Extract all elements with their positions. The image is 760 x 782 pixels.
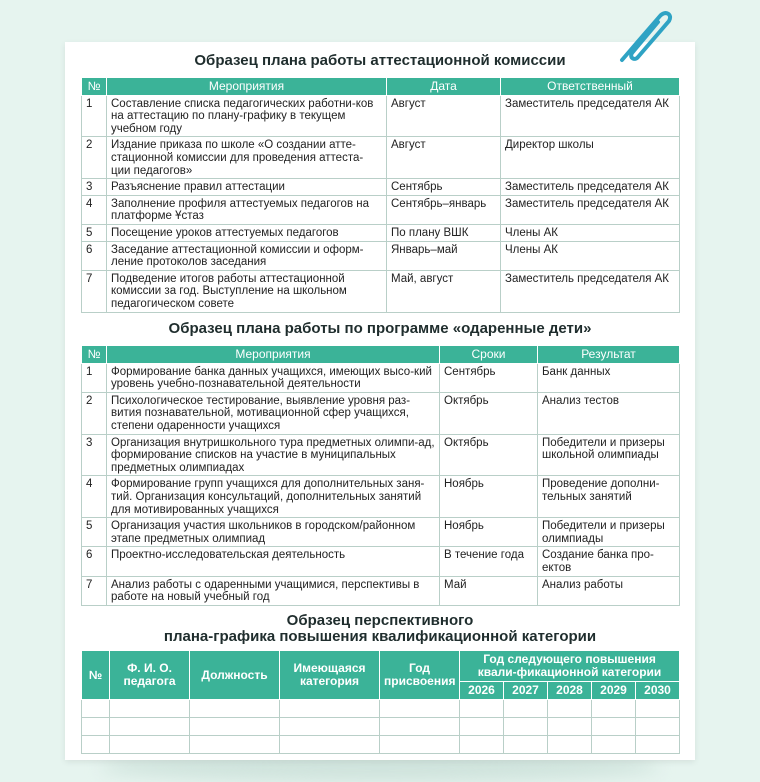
- empty-row: [82, 736, 680, 754]
- empty-cell: [380, 700, 460, 718]
- cell-date: Октябрь: [440, 392, 538, 434]
- col-header-number: №: [82, 651, 110, 700]
- cell-number: 4: [82, 195, 107, 224]
- cell-activity: Организация участия школьников в городском/районном этапе предметных олимпиад: [107, 518, 440, 547]
- cell-number: 5: [82, 224, 107, 241]
- col-header-teacher-name: Ф. И. О. педагога: [110, 651, 190, 700]
- cell-number: 5: [82, 518, 107, 547]
- empty-cell: [82, 700, 110, 718]
- empty-cell: [380, 718, 460, 736]
- gifted-plan-row: [82, 392, 680, 434]
- col-header-year: 2028: [548, 682, 592, 700]
- col-header-result: Результат: [538, 346, 680, 364]
- section3-title-line1: Образец перспективного: [286, 612, 474, 629]
- attestation-plan-row: [82, 195, 680, 224]
- table-header-row: [82, 78, 680, 96]
- gifted-plan-row: [82, 363, 680, 392]
- cell-number: 6: [82, 547, 107, 576]
- cell-activity: Проектно-исследовательская деятельность: [107, 547, 440, 576]
- empty-cell: [504, 700, 548, 718]
- cell-activity: Заполнение профиля аттестуемых педагогов на платформе Ұстаз: [107, 195, 387, 224]
- cell-result: Члены АК: [501, 224, 680, 241]
- empty-cell: [592, 736, 636, 754]
- col-header-number: №: [82, 78, 107, 96]
- section1-title: Образец плана работы аттестационной комиссии: [194, 52, 566, 69]
- gifted-plan-row: [82, 434, 680, 476]
- empty-cell: [460, 736, 504, 754]
- cell-activity: Анализ работы с одаренными учащимися, перспективы в работе на новый учебный год: [107, 576, 440, 605]
- col-header-current-category: Имеющаяся категория: [280, 651, 380, 700]
- attestation-plan-row: [82, 95, 680, 137]
- table-header-row: [82, 346, 680, 364]
- empty-cell: [504, 736, 548, 754]
- gifted-children-plan-table: [81, 345, 680, 606]
- cell-result: Банк данных: [538, 363, 680, 392]
- empty-cell: [110, 700, 190, 718]
- cell-result: Заместитель председателя АК: [501, 95, 680, 137]
- col-header-activities: Мероприятия: [107, 78, 387, 96]
- cell-number: 6: [82, 241, 107, 270]
- attestation-plan-row: [82, 224, 680, 241]
- empty-cell: [548, 718, 592, 736]
- cell-result: Заместитель председателя АК: [501, 179, 680, 196]
- cell-activity: Формирование банка данных учащихся, имеющих высо-кий уровень учебно-познавательной деятельности: [107, 363, 440, 392]
- section2-title: Образец плана работы по программе «одаренные дети»: [168, 320, 592, 337]
- cell-date: Сентябрь: [440, 363, 538, 392]
- empty-cell: [190, 700, 280, 718]
- section3-title-line2: плана-графика повышения квалификационной категории: [163, 628, 597, 645]
- empty-cell: [110, 718, 190, 736]
- cell-number: 3: [82, 179, 107, 196]
- empty-row: [82, 700, 680, 718]
- empty-cell: [460, 700, 504, 718]
- document-page: [65, 42, 695, 760]
- col-header-year: 2027: [504, 682, 548, 700]
- cell-number: 3: [82, 434, 107, 476]
- cell-result: Создание банка про-ектов: [538, 547, 680, 576]
- cell-date: Май, август: [387, 270, 501, 312]
- attestation-plan-table: [81, 77, 680, 313]
- col-header-terms: Сроки: [440, 346, 538, 364]
- empty-cell: [190, 718, 280, 736]
- col-header-assignment-year: Год присвоения: [380, 651, 460, 700]
- empty-cell: [504, 718, 548, 736]
- gifted-plan-row: [82, 476, 680, 518]
- cell-activity: Формирование групп учащихся для дополнительных заня-тий. Организация консультаций, дополнительных занятий для мотивированных учащихся: [107, 476, 440, 518]
- cell-date: В течение года: [440, 547, 538, 576]
- empty-cell: [636, 736, 680, 754]
- empty-cell: [280, 700, 380, 718]
- cell-result: Победители и призеры школьной олимпиады: [538, 434, 680, 476]
- gifted-plan-row: [82, 547, 680, 576]
- qualification-schedule-table: [81, 650, 680, 754]
- empty-cell: [82, 718, 110, 736]
- cell-number: 1: [82, 363, 107, 392]
- empty-cell: [460, 718, 504, 736]
- cell-number: 2: [82, 137, 107, 179]
- cell-date: Январь–май: [387, 241, 501, 270]
- empty-cell: [636, 718, 680, 736]
- col-header-position: Должность: [190, 651, 280, 700]
- empty-cell: [592, 718, 636, 736]
- cell-activity: Подведение итогов работы аттестационной комиссии за год. Выступление на школьном педагогическом совете: [107, 270, 387, 312]
- col-header-next-upgrade-year: Год следующего повышения квали-фикационной категории: [460, 651, 680, 682]
- cell-result: Проведение дополни-тельных занятий: [538, 476, 680, 518]
- cell-result: Анализ работы: [538, 576, 680, 605]
- cell-number: 2: [82, 392, 107, 434]
- cell-result: Члены АК: [501, 241, 680, 270]
- table-header-row: [82, 651, 680, 682]
- cell-date: Сентябрь–январь: [387, 195, 501, 224]
- attestation-plan-row: [82, 241, 680, 270]
- empty-cell: [280, 736, 380, 754]
- cell-result: Директор школы: [501, 137, 680, 179]
- cell-result: Победители и призеры олимпиады: [538, 518, 680, 547]
- attestation-plan-row: [82, 137, 680, 179]
- cell-date: Сентябрь: [387, 179, 501, 196]
- cell-activity: Посещение уроков аттестуемых педагогов: [107, 224, 387, 241]
- cell-date: Август: [387, 95, 501, 137]
- cell-result: Заместитель председателя АК: [501, 270, 680, 312]
- cell-date: Май: [440, 576, 538, 605]
- gifted-plan-row: [82, 518, 680, 547]
- empty-cell: [548, 700, 592, 718]
- cell-activity: Заседание аттестационной комиссии и оформ-ление протоколов заседания: [107, 241, 387, 270]
- col-header-number: №: [82, 346, 107, 364]
- attestation-plan-row: [82, 270, 680, 312]
- cell-number: 7: [82, 576, 107, 605]
- empty-row: [82, 718, 680, 736]
- cell-date: Ноябрь: [440, 518, 538, 547]
- col-header-date: Дата: [387, 78, 501, 96]
- empty-cell: [636, 700, 680, 718]
- col-header-year: 2030: [636, 682, 680, 700]
- cell-number: 7: [82, 270, 107, 312]
- cell-date: Ноябрь: [440, 476, 538, 518]
- empty-cell: [190, 736, 280, 754]
- empty-cell: [380, 736, 460, 754]
- empty-cell: [82, 736, 110, 754]
- col-header-activities: Мероприятия: [107, 346, 440, 364]
- empty-cell: [280, 718, 380, 736]
- cell-activity: Издание приказа по школе «О создании атте-стационной комиссии для проведения аттеста-ции педагогов»: [107, 137, 387, 179]
- attestation-plan-row: [82, 179, 680, 196]
- empty-cell: [548, 736, 592, 754]
- gifted-plan-row: [82, 576, 680, 605]
- col-header-responsible: Ответственный: [501, 78, 680, 96]
- paperclip-icon: [608, 2, 678, 72]
- cell-date: По плану ВШК: [387, 224, 501, 241]
- cell-activity: Организация внутришкольного тура предметных олимпи-ад, формирование списков на участие в муниципальных предметных олимпиадах: [107, 434, 440, 476]
- empty-cell: [110, 736, 190, 754]
- cell-activity: Разъяснение правил аттестации: [107, 179, 387, 196]
- col-header-year: 2029: [592, 682, 636, 700]
- cell-activity: Составление списка педагогических работни-ков на аттестацию по плану-графику в текущем учебном году: [107, 95, 387, 137]
- cell-date: Октябрь: [440, 434, 538, 476]
- cell-number: 4: [82, 476, 107, 518]
- cell-activity: Психологическое тестирование, выявление уровня раз-вития познавательной, мотивационной сфер учащихся, степени одаренности учащихся: [107, 392, 440, 434]
- cell-result: Заместитель председателя АК: [501, 195, 680, 224]
- col-header-year: 2026: [460, 682, 504, 700]
- cell-result: Анализ тестов: [538, 392, 680, 434]
- empty-cell: [592, 700, 636, 718]
- cell-number: 1: [82, 95, 107, 137]
- cell-date: Август: [387, 137, 501, 179]
